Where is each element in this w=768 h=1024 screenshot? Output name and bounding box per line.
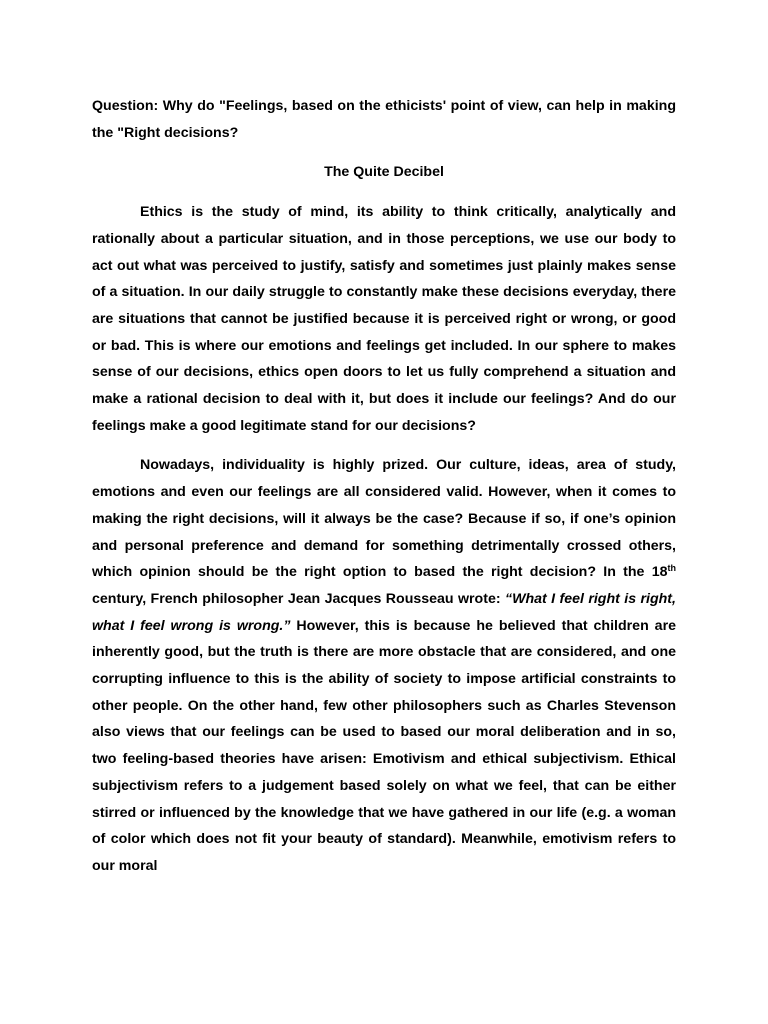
document-page bbox=[92, 93, 676, 880]
paragraph-2-part-2: century, French philosopher Jean Jacques Rousseau wrote: bbox=[92, 590, 505, 607]
question-text: Question: Why do "Feelings, based on the ethicists' point of view, can help in making the "Right decisions? bbox=[92, 98, 676, 141]
rousseau-quote: “What I feel right is right, what I feel wrong is wrong.” bbox=[92, 590, 676, 634]
paragraph-1: Ethics is the study of mind, its ability to think critically, analytically and rationally about a particular situation, and in those perceptions, we use our body to act out what was perceived to justify, satisfy and sometimes just plainly makes sense of a situation. In our daily struggle to constantly make these decisions everyday, there are situations that cannot be justified because it is perceived right or wrong, or good or bad. This is where our emotions and feelings get included. In our sphere to makes sense of our decisions, ethics open doors to let us fully comprehend a situation and make a rational decision to deal with it, but does it include our feelings? And do our feelings make a good legitimate stand for our decisions? bbox=[92, 204, 676, 434]
paragraph-2-part-1: Nowadays, individuality is highly prized. Our culture, ideas, area of study, emotions and even our feelings are all considered valid. However, when it comes to making the right decisions, will it always be the case? Because if so, if one’s opinion and personal preference and demand for something detrimentally crossed others, which opinion should be the right option to based the right decision? In the 18 bbox=[92, 457, 676, 581]
paragraph-2-part-3: However, this is because he believed that children are inherently good, but the truth is there are more obstacle that are considered, and one corrupting influence to this is the ability of society to impose artificial constraints to other people. On the other hand, few other philosophers such as Charles Stevenson also views that our feelings can be used to based our moral deliberation and in so, two feeling-based theories have arisen: Emotivism and ethical subjectivism. Ethical subjectivism refers to a judgement based solely on what we feel, that can be either stirred or influenced by the knowledge that we have gathered in our life (e.g. a woman of color which does not fit your beauty of standard). Meanwhile, emotivism refers to our moral bbox=[92, 617, 676, 874]
ordinal-superscript: th bbox=[667, 563, 676, 574]
paragraph-2 bbox=[92, 452, 676, 879]
essay-title: The Quite Decibel bbox=[324, 164, 444, 181]
